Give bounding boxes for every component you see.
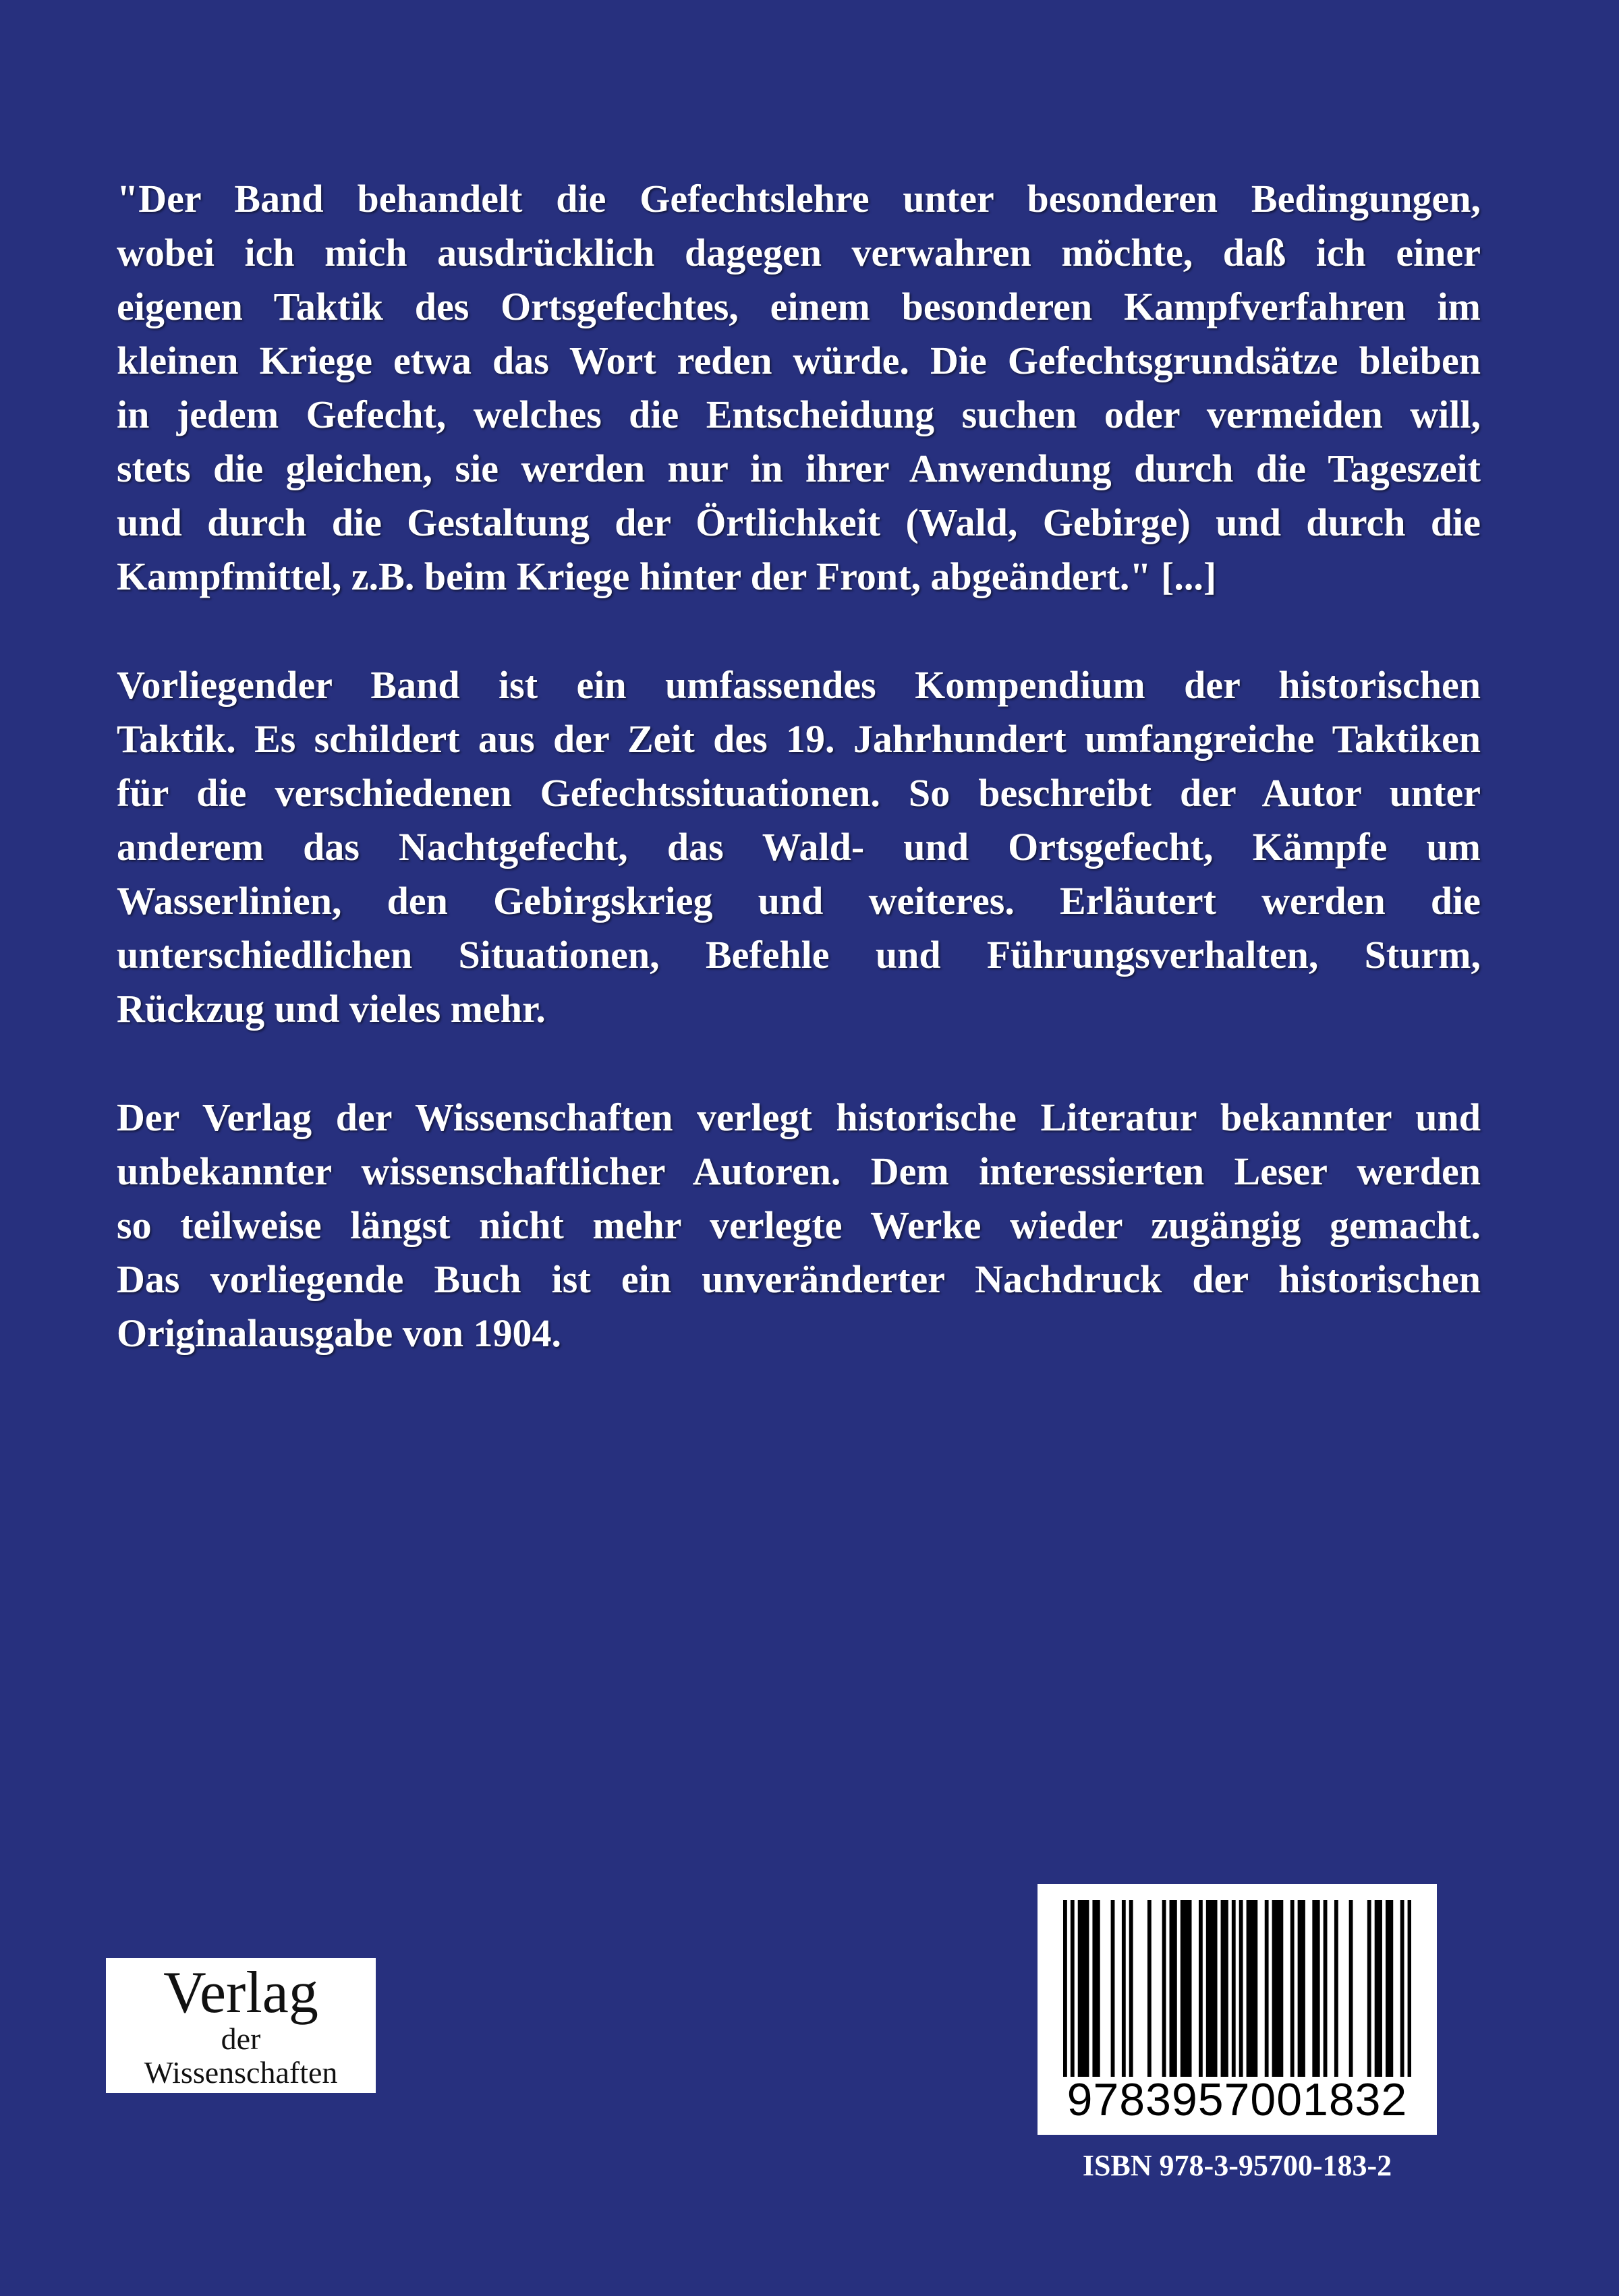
barcode-bar: [1085, 1900, 1089, 2077]
barcode-bar: [1221, 1900, 1225, 2077]
text-line: Vorliegender Band ist ein umfassendes Kompendium der historischen: [117, 663, 1481, 707]
barcode-number: 9783957001832: [1067, 2074, 1408, 2125]
text-line: eigenen Taktik des Ortsgefechtes, einem besonderen Kampfverfahren im: [117, 285, 1481, 328]
barcode-bar: [1078, 1900, 1082, 2077]
barcode-bar: [1389, 1900, 1393, 2077]
barcode-bar: [1316, 1900, 1320, 2077]
barcode-bar: [1276, 1900, 1280, 2077]
barcode-bars: [1063, 1900, 1411, 2077]
barcode-bar: [1199, 1900, 1203, 2077]
text-line: unterschiedlichen Situationen, Befehle und Führungsverhalten, Sturm,: [117, 933, 1481, 977]
text-line: Originalausgabe von 1904.: [117, 1311, 562, 1355]
publisher-logo: [106, 1958, 376, 2093]
text-line: unbekannter wissenschaftlicher Autoren. Dem interessierten Leser werden: [117, 1149, 1481, 1193]
barcode-bar: [1239, 1900, 1243, 2077]
barcode-bar: [1122, 1900, 1126, 2077]
text-line: Taktik. Es schildert aus der Zeit des 19. Jahrhundert umfangreiche Taktiken: [117, 717, 1481, 761]
barcode-bar: [1290, 1900, 1295, 2077]
barcode-bar: [1349, 1900, 1353, 2077]
text-line: für die verschiedenen Gefechtssituationen. So beschreibt der Autor unter: [117, 771, 1481, 815]
publisher-logo-line: Verlag: [163, 1960, 318, 2026]
text-line: stets die gleichen, sie werden nur in ihrer Anwendung durch die Tageszeit: [117, 447, 1481, 490]
barcode-bar: [1071, 1900, 1075, 2077]
barcode-bar: [1247, 1900, 1251, 2077]
text-line: wobei ich mich ausdrücklich dagegen verwahren möchte, daß ich einer: [117, 231, 1481, 275]
barcode-bar: [1111, 1900, 1115, 2077]
barcode-bar: [1301, 1900, 1305, 2077]
barcode-bar: [1375, 1900, 1379, 2077]
barcode-bar: [1232, 1900, 1236, 2077]
text-line: "Der Band behandelt die Gefechtslehre unter besonderen Bedingungen,: [117, 177, 1481, 221]
barcode-bar: [1096, 1900, 1100, 2077]
barcode-bar: [1147, 1900, 1152, 2077]
barcode-bar: [1334, 1900, 1338, 2077]
isbn-label: ISBN 978-3-95700-183-2: [1082, 2149, 1392, 2182]
publisher-logo-line: Wissenschaften: [144, 2055, 338, 2090]
text-line: kleinen Kriege etwa das Wort reden würde. Die Gefechtsgrundsätze bleiben: [117, 339, 1481, 382]
barcode-bar: [1214, 1900, 1218, 2077]
barcode-bar: [1272, 1900, 1276, 2077]
barcode-bar: [1210, 1900, 1214, 2077]
publisher-logo-line: der: [221, 2021, 261, 2056]
barcode-bar: [1162, 1900, 1166, 2077]
description-paragraph-publisher: [117, 1091, 1481, 1360]
barcode-bar: [1408, 1900, 1411, 2077]
barcode-bar: [1173, 1900, 1177, 2077]
barcode-bar: [1367, 1900, 1371, 2077]
barcode-bar: [1170, 1900, 1174, 2077]
barcode: [1038, 1884, 1437, 2135]
text-line: und durch die Gestaltung der Örtlichkeit (Wald, Gebirge) und durch die: [117, 500, 1481, 544]
barcode-bar: [1400, 1900, 1404, 2077]
barcode-bar: [1081, 1900, 1085, 2077]
barcode-bar: [1206, 1900, 1210, 2077]
text-line: anderem das Nachtgefecht, das Wald- und Ortsgefecht, Kämpfe um: [117, 825, 1481, 869]
barcode-bar: [1312, 1900, 1316, 2077]
barcode-bar: [1250, 1900, 1254, 2077]
barcode-bar: [1386, 1900, 1390, 2077]
text-line: Kampfmittel, z.B. beim Kriege hinter der Front, abgeändert." [...]: [117, 554, 1217, 598]
barcode-bar: [1378, 1900, 1382, 2077]
text-line: Der Verlag der Wissenschaften verlegt historische Literatur bekannter und: [117, 1095, 1481, 1139]
barcode-bar: [1063, 1900, 1067, 2077]
barcode-bar: [1129, 1900, 1133, 2077]
text-line: in jedem Gefecht, welches die Entscheidung suchen oder vermeiden will,: [117, 393, 1481, 436]
barcode-bar: [1224, 1900, 1228, 2077]
text-line: so teilweise längst nicht mehr verlegte Werke wieder zugängig gemacht.: [117, 1203, 1481, 1247]
text-line: Rückzug und vieles mehr.: [117, 987, 546, 1031]
description-paragraph-quote: [117, 172, 1481, 604]
barcode-bar: [1184, 1900, 1188, 2077]
barcode-bar: [1181, 1900, 1185, 2077]
barcode-bar: [1188, 1900, 1192, 2077]
barcode-bar: [1279, 1900, 1283, 2077]
text-line: Das vorliegende Buch ist ein unveränderter Nachdruck der historischen: [117, 1257, 1481, 1301]
barcode-bar: [1092, 1900, 1096, 2077]
text-line: Wasserlinien, den Gebirgskrieg und weiteres. Erläutert werden die: [117, 879, 1481, 923]
barcode-bar: [1253, 1900, 1257, 2077]
barcode-bar: [1324, 1900, 1328, 2077]
barcode-bar: [1298, 1900, 1302, 2077]
description-paragraph-summary: [117, 658, 1481, 1036]
barcode-bar: [1265, 1900, 1269, 2077]
